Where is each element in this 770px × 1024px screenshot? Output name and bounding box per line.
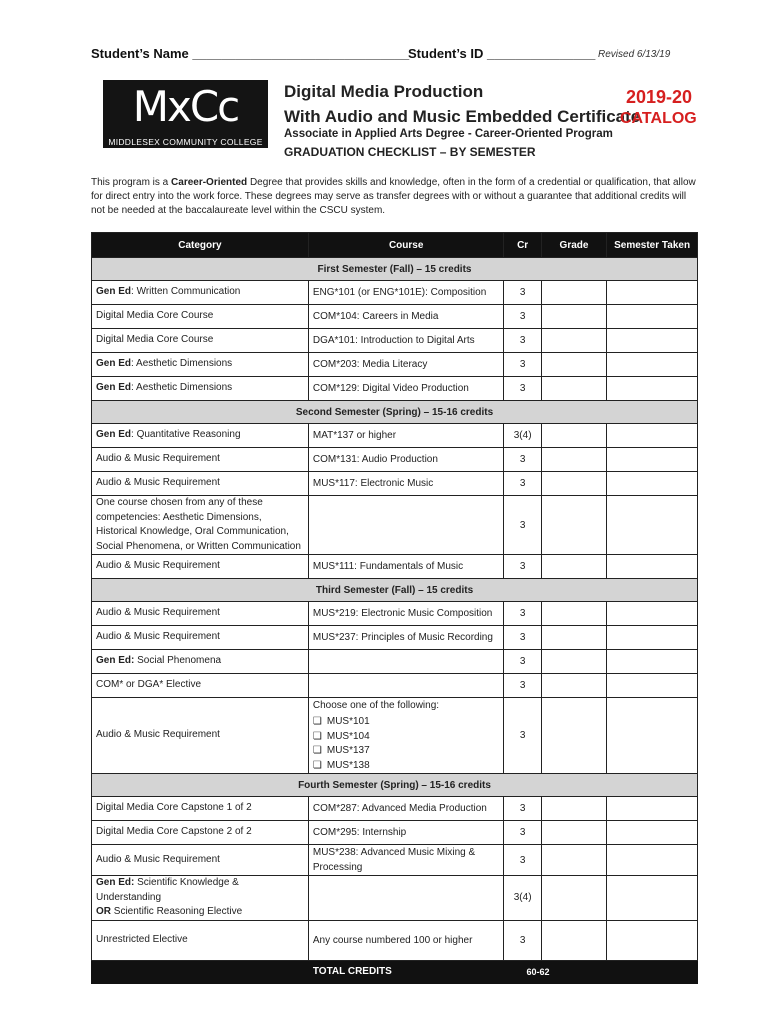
semester-title: Fourth Semester (Spring) – 15-16 credits (92, 774, 698, 797)
grade-cell[interactable] (541, 876, 606, 921)
category-label-bold: Gen Ed: (96, 877, 135, 888)
category-cell (92, 602, 309, 626)
semester-taken-cell[interactable] (607, 377, 698, 401)
grade-cell[interactable] (541, 329, 606, 353)
grade-cell[interactable] (541, 377, 606, 401)
course-cell (308, 698, 504, 774)
option-label: MUS*137 (326, 745, 370, 756)
semester-taken-cell[interactable] (607, 698, 698, 774)
category-label: : Quantitative Reasoning (131, 429, 241, 441)
grade-cell[interactable] (541, 424, 606, 448)
course-name: COM*295: Internship (312, 827, 407, 838)
category-cell (92, 876, 309, 921)
course-name: COM*287: Advanced Media Production (312, 803, 487, 814)
category-cell (92, 797, 309, 821)
credits-cell: 3 (504, 626, 541, 650)
checkbox-icon[interactable]: ❏ (312, 716, 322, 727)
category-cell (92, 555, 309, 579)
table-row (92, 698, 698, 774)
category-cell (92, 424, 309, 448)
table-row (92, 650, 698, 674)
credits-cell: 3 (504, 377, 541, 401)
category-label: Social Phenomena (134, 655, 222, 667)
degree-type: Associate in Applied Arts Degree - Career-Oriented Program (284, 128, 613, 140)
category-cell (92, 281, 309, 305)
grade-cell[interactable] (541, 555, 606, 579)
category-cell (92, 920, 309, 960)
category-label: One course chosen from any of these competencies: Aesthetic Dimensions, Historical Knowledge, Oral Communication, Social Phenomena, or Written Communication (96, 497, 301, 552)
header-course: Course (308, 233, 504, 258)
credits-cell: 3 (504, 281, 541, 305)
semester-taken-cell[interactable] (607, 845, 698, 876)
credits-cell: 3 (504, 555, 541, 579)
semester-taken-cell[interactable] (607, 448, 698, 472)
table-row (92, 496, 698, 555)
course-cell (308, 845, 504, 876)
catalog-label: CATALOG (620, 110, 697, 127)
header-grade: Grade (541, 233, 606, 258)
grade-cell[interactable] (541, 920, 606, 960)
course-cell (308, 602, 504, 626)
category-cell (92, 305, 309, 329)
credits-cell: 3(4) (504, 424, 541, 448)
course-cell (308, 329, 504, 353)
student-id-field[interactable]: Student’s ID _______________ (408, 46, 596, 61)
grade-cell[interactable] (541, 698, 606, 774)
category-cell (92, 472, 309, 496)
category-cell (92, 674, 309, 698)
semester-taken-cell[interactable] (607, 602, 698, 626)
category-cell (92, 448, 309, 472)
table-row (92, 281, 698, 305)
intro-text: This program is a (91, 177, 172, 188)
category-label: Digital Media Core Course (96, 310, 214, 322)
course-cell (308, 920, 504, 960)
category-label-bold: Gen Ed (96, 382, 132, 394)
student-name-field[interactable]: Student’s Name ______________________________ (91, 46, 410, 61)
course-cell (308, 650, 504, 674)
semester-taken-cell[interactable] (607, 797, 698, 821)
table-row (92, 329, 698, 353)
semester-taken-cell[interactable] (607, 424, 698, 448)
table-row (92, 797, 698, 821)
intro-text-rest: Degree that provides skills and knowledge, often in the form of a credential or qualification, that allow for direct entry into the work force. These degrees may serve as transfer degrees with or without a guarantee that additional credits will not be needed at the baccalaureate level within the CSCU system. (91, 177, 696, 216)
table-header (92, 233, 698, 258)
total-spacer (607, 960, 698, 983)
grade-cell[interactable] (541, 674, 606, 698)
semester-title: Second Semester (Spring) – 15-16 credits (92, 401, 698, 424)
table-row (92, 448, 698, 472)
category-label-bold: Gen Ed: (96, 655, 135, 667)
grade-cell[interactable] (541, 797, 606, 821)
course-cell (308, 496, 504, 555)
category-label-bold: Gen Ed (96, 358, 132, 370)
table-row (92, 424, 698, 448)
grade-cell[interactable] (541, 821, 606, 845)
semester-header-row (92, 579, 698, 602)
course-name: COM*131: Audio Production (312, 454, 438, 465)
course-name: MUS*117: Electronic Music (312, 478, 434, 489)
total-credits-value: 60-62 (504, 960, 607, 983)
category-label-bold: Gen Ed (96, 286, 132, 298)
category-cell (92, 845, 309, 876)
program-title: Digital Media Production (284, 82, 484, 101)
checkbox-icon[interactable]: ❏ (312, 759, 322, 771)
semester-taken-cell[interactable] (607, 674, 698, 698)
course-option[interactable] (313, 744, 500, 759)
semester-header-row (92, 774, 698, 797)
category-label: : Written Communication (131, 286, 241, 298)
logo-mark: MxCc (132, 82, 239, 131)
checkbox-icon[interactable]: ❏ (312, 745, 322, 756)
checklist-heading: GRADUATION CHECKLIST – BY SEMESTER (284, 145, 536, 159)
revised-date: Revised 6/13/19 (598, 49, 671, 60)
course-cell (308, 424, 504, 448)
total-spacer (92, 960, 309, 983)
category-cell (92, 353, 309, 377)
semester-taken-cell[interactable] (607, 650, 698, 674)
course-name: ENG*101 (or ENG*101E): Composition (312, 287, 487, 298)
grade-cell[interactable] (541, 496, 606, 555)
credits-cell: 3 (504, 472, 541, 496)
course-cell (308, 472, 504, 496)
course-cell (308, 821, 504, 845)
table-row (92, 821, 698, 845)
credits-cell: 3 (504, 797, 541, 821)
category-label-bold: OR (96, 906, 111, 917)
grade-cell[interactable] (541, 353, 606, 377)
course-options (313, 715, 500, 773)
category-label: Audio & Music Requirement (96, 477, 220, 489)
course-cell (308, 281, 504, 305)
category-cell (92, 329, 309, 353)
table-row (92, 674, 698, 698)
category-label: Digital Media Core Capstone 2 of 2 (96, 826, 252, 838)
grade-cell[interactable] (541, 602, 606, 626)
category-label: : Aesthetic Dimensions (131, 358, 233, 370)
category-cell (92, 821, 309, 845)
course-cell (308, 797, 504, 821)
semester-taken-cell[interactable] (607, 472, 698, 496)
semester-title: Third Semester (Fall) – 15 credits (92, 579, 698, 602)
category-label: Scientific Reasoning Elective (111, 906, 243, 917)
credits-cell: 3 (504, 821, 541, 845)
category-label: Unrestricted Elective (96, 933, 188, 945)
semester-header-row (92, 401, 698, 424)
category-label-bold: Gen Ed (96, 429, 132, 441)
course-cell (308, 674, 504, 698)
course-name: Any course numbered 100 or higher (312, 934, 473, 946)
course-option[interactable] (313, 715, 500, 730)
credits-cell: 3 (504, 496, 541, 555)
logo-college-name: MIDDLESEX COMMUNITY COLLEGE (108, 137, 263, 147)
grade-cell[interactable] (541, 650, 606, 674)
credits-cell: 3 (504, 602, 541, 626)
course-cell (308, 305, 504, 329)
credits-cell: 3 (504, 920, 541, 960)
category-label: Digital Media Core Capstone 1 of 2 (96, 802, 252, 814)
category-label: Audio & Music Requirement (96, 560, 220, 572)
course-name: MUS*238: Advanced Music Mixing & Processing (312, 847, 476, 873)
category-cell (92, 698, 309, 774)
credits-cell: 3 (504, 674, 541, 698)
semester-header-row (92, 258, 698, 281)
header-credits: Cr (504, 233, 541, 258)
course-option[interactable] (313, 730, 500, 745)
course-name: MUS*219: Electronic Music Composition (312, 608, 493, 619)
semester-title: First Semester (Fall) – 15 credits (92, 258, 698, 281)
credits-cell: 3 (504, 698, 541, 774)
table-row (92, 555, 698, 579)
course-cell (308, 555, 504, 579)
category-label: Digital Media Core Course (96, 334, 214, 346)
course-cell (308, 448, 504, 472)
table-row (92, 845, 698, 876)
semester-taken-cell[interactable] (607, 876, 698, 921)
course-name: COM*104: Careers in Media (312, 311, 439, 322)
category-label: Audio & Music Requirement (96, 607, 220, 619)
category-label: COM* or DGA* Elective (96, 679, 202, 691)
program-subtitle: With Audio and Music Embedded Certificate (284, 107, 641, 126)
semester-taken-cell[interactable] (607, 821, 698, 845)
table-row (92, 626, 698, 650)
catalog-year: 2019-20 (626, 87, 693, 107)
semester-taken-cell[interactable] (607, 920, 698, 960)
category-label: Audio & Music Requirement (96, 453, 220, 465)
table-row (92, 602, 698, 626)
grade-cell[interactable] (541, 305, 606, 329)
checklist-table (91, 232, 698, 984)
course-name: Choose one of the following: (312, 700, 440, 711)
option-label: MUS*104 (326, 730, 370, 742)
course-name: COM*129: Digital Video Production (312, 383, 469, 394)
grade-cell[interactable] (541, 448, 606, 472)
credits-cell: 3 (504, 305, 541, 329)
course-name: DGA*101: Introduction to Digital Arts (312, 335, 475, 346)
course-cell (308, 876, 504, 921)
credits-cell: 3 (504, 329, 541, 353)
course-option[interactable] (313, 759, 500, 774)
credits-cell: 3 (504, 650, 541, 674)
category-cell (92, 496, 309, 555)
header-category: Category (92, 233, 309, 258)
total-row (92, 960, 698, 983)
category-cell (92, 626, 309, 650)
credits-cell: 3 (504, 448, 541, 472)
option-label: MUS*138 (326, 759, 370, 771)
table-row (92, 472, 698, 496)
program-description (91, 176, 699, 218)
semester-taken-cell[interactable] (607, 305, 698, 329)
grade-cell[interactable] (541, 626, 606, 650)
course-name: MAT*137 or higher (312, 430, 397, 441)
table-row (92, 305, 698, 329)
category-label: Audio & Music Requirement (96, 853, 220, 865)
grade-cell[interactable] (541, 281, 606, 305)
college-logo (103, 80, 268, 148)
course-cell (308, 626, 504, 650)
total-credits-label: TOTAL CREDITS (308, 960, 504, 983)
course-cell (308, 377, 504, 401)
grade-cell[interactable] (541, 472, 606, 496)
category-cell (92, 650, 309, 674)
semester-taken-cell[interactable] (607, 281, 698, 305)
course-cell (308, 353, 504, 377)
checkbox-icon[interactable]: ❏ (312, 730, 322, 742)
category-label: Audio & Music Requirement (96, 631, 220, 643)
header-semester-taken: Semester Taken (607, 233, 698, 258)
table-row (92, 920, 698, 960)
table-row (92, 377, 698, 401)
credits-cell: 3 (504, 353, 541, 377)
course-name: MUS*237: Principles of Music Recording (312, 632, 493, 643)
semester-taken-cell[interactable] (607, 353, 698, 377)
semester-taken-cell[interactable] (607, 555, 698, 579)
semester-taken-cell[interactable] (607, 329, 698, 353)
category-label: Scientific Knowledge & Understanding (96, 877, 239, 903)
option-label: MUS*101 (326, 716, 370, 727)
category-label: : Aesthetic Dimensions (131, 382, 233, 394)
semester-taken-cell[interactable] (607, 626, 698, 650)
credits-cell: 3 (504, 845, 541, 876)
table-row (92, 353, 698, 377)
semester-taken-cell[interactable] (607, 496, 698, 555)
course-name: COM*203: Media Literacy (312, 359, 428, 370)
category-label: Audio & Music Requirement (96, 729, 220, 741)
intro-emphasis: Career-Oriented (171, 177, 248, 188)
table-row (92, 876, 698, 921)
grade-cell[interactable] (541, 845, 606, 876)
category-cell (92, 377, 309, 401)
credits-cell: 3(4) (504, 876, 541, 921)
course-name: MUS*111: Fundamentals of Music (312, 561, 464, 572)
